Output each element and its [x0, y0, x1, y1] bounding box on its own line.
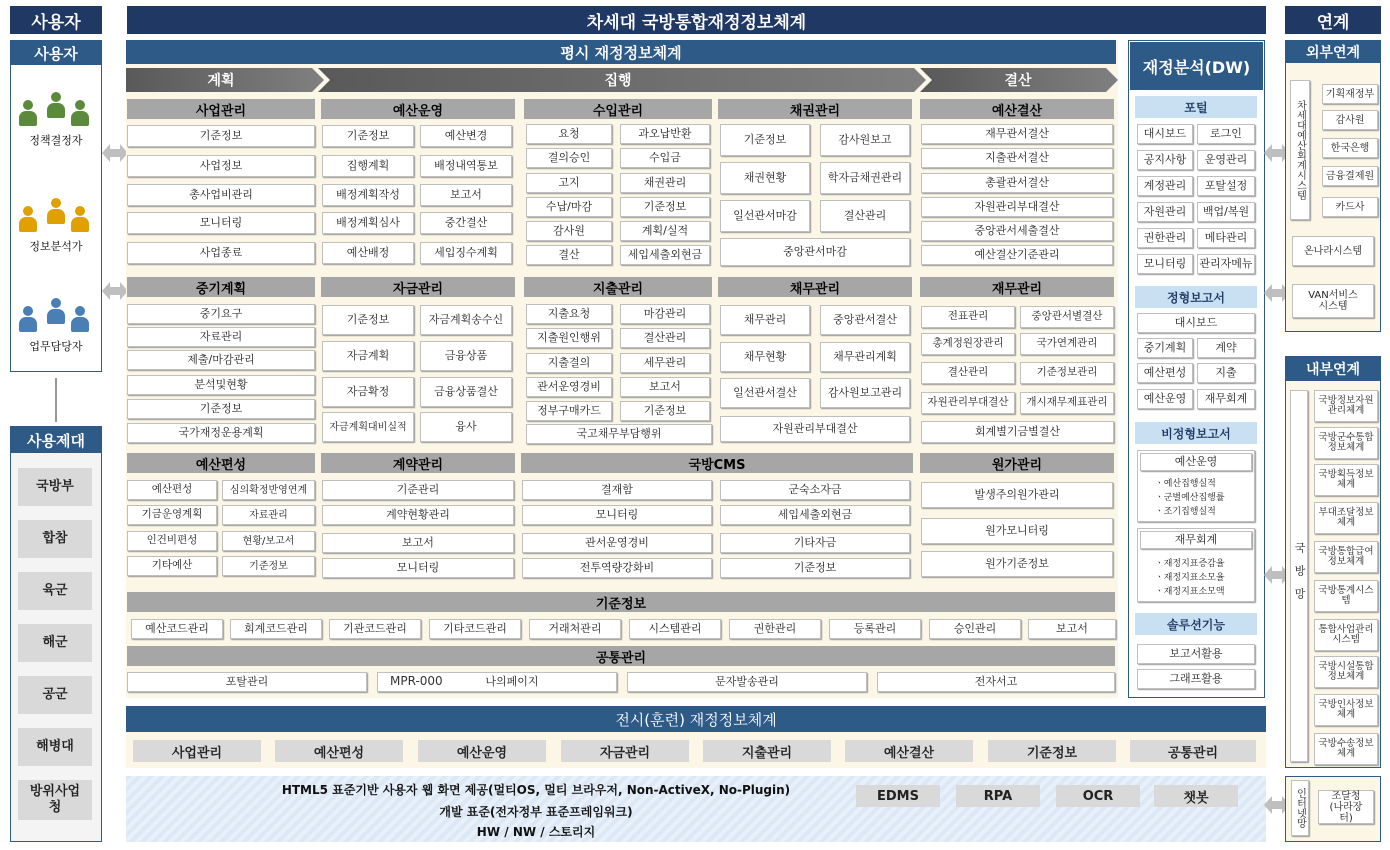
infra-line-2: HW / NW / 스토리지: [476, 825, 596, 839]
dw-portal-item[interactable]: 계정관리: [1137, 176, 1193, 196]
wartime-title: 전시(훈련) 재정정보체계: [126, 706, 1266, 732]
module-item[interactable]: 현황/보고서: [222, 531, 315, 551]
business-mgmt-header: 사업관리: [127, 99, 315, 119]
external-system: 차세대예산회계시스템: [1290, 80, 1310, 220]
module-item[interactable]: 배정계획작성: [322, 184, 414, 206]
module-item[interactable]: 배정계획심사: [322, 212, 414, 234]
module-item[interactable]: 감사원: [526, 221, 612, 241]
org-item[interactable]: 육군: [18, 572, 92, 610]
module-item[interactable]: 등록관리: [829, 619, 921, 639]
external-item[interactable]: 한국은행: [1322, 138, 1378, 158]
module-item[interactable]: 국고채무부담행위: [526, 424, 712, 444]
person-icon: [70, 306, 90, 332]
dw-portal-title: 포털: [1135, 96, 1257, 118]
tool-item[interactable]: 챗봇: [1154, 785, 1238, 807]
revenue-mgmt-header: 수입관리: [524, 99, 712, 119]
infra-line-1: 개발 표준(전자정부 표준프레임워크): [439, 805, 633, 819]
module-item[interactable]: 문자발송관리: [627, 672, 867, 692]
wartime-item[interactable]: 지출관리: [703, 740, 831, 762]
module-item[interactable]: 인건비편성: [127, 531, 217, 551]
module-item[interactable]: 원가기준정보: [921, 551, 1113, 577]
basic-info-header: 기준정보: [127, 592, 1115, 612]
phase-exec: 집행: [604, 73, 632, 89]
role-label-0: 정책결정자: [29, 134, 83, 147]
dw-structured-item[interactable]: 대시보드: [1137, 313, 1255, 333]
debt-mgmt-header: 채무관리: [718, 277, 912, 297]
wartime-item[interactable]: 공통관리: [1130, 740, 1256, 762]
module-item[interactable]: 기준정보: [322, 305, 414, 335]
dw-budget-op-line: ㆍ군별예산집행률: [1155, 493, 1225, 503]
module-item[interactable]: 모니터링: [322, 558, 514, 578]
module-item[interactable]: 모니터링: [127, 212, 315, 234]
person-icon: [46, 198, 66, 224]
org-item[interactable]: 해군: [18, 624, 92, 662]
internal-item[interactable]: 국방수송정보체계: [1314, 733, 1378, 765]
dw-portal-item[interactable]: 메타관리: [1197, 228, 1255, 248]
module-item[interactable]: 기준관리: [322, 480, 514, 500]
module-item[interactable]: 자료관리: [127, 327, 315, 347]
module-item[interactable]: 학자금채권관리: [820, 162, 910, 194]
module-item[interactable]: 감사원보고관리: [820, 378, 910, 408]
module-item[interactable]: 자료관리: [222, 505, 315, 525]
module-item[interactable]: 기준정보: [720, 558, 910, 578]
external-item[interactable]: 카드사: [1322, 197, 1378, 217]
role-label-1: 정보분석가: [29, 240, 83, 253]
dw-structured-item[interactable]: 재무회계: [1197, 389, 1255, 409]
internal-title: 내부연계: [1286, 357, 1380, 381]
module-item[interactable]: 채무현황: [720, 342, 810, 372]
module-item[interactable]: 세무관리: [620, 353, 710, 373]
internal-item[interactable]: 부대조달정보체계: [1314, 502, 1378, 534]
module-item[interactable]: 보고서: [620, 377, 710, 397]
expense-mgmt-header: 지출관리: [524, 277, 712, 297]
page-title: 차세대 국방통합재정정보체계: [127, 6, 1266, 34]
module-item[interactable]: 결산관리: [620, 328, 710, 348]
onnara-system: 온나라시스템: [1292, 236, 1374, 266]
module-item[interactable]: 기타자금: [720, 533, 910, 553]
module-item[interactable]: 기금운영계획: [127, 505, 217, 525]
module-item[interactable]: 결의승인: [526, 148, 612, 168]
module-item[interactable]: 금융상품결산: [420, 377, 512, 407]
module-item[interactable]: 전투역량강화비: [522, 558, 712, 578]
module-item[interactable]: 자금확정: [322, 377, 414, 407]
module-item[interactable]: 자금계획송수신: [420, 305, 512, 335]
module-item[interactable]: 결재함: [522, 480, 712, 500]
phase-close: 결산: [1004, 73, 1032, 89]
module-item[interactable]: 제출/마감관리: [127, 350, 315, 370]
van-system: VAN서비스 시스템: [1292, 284, 1374, 318]
module-item[interactable]: 승인관리: [929, 619, 1021, 639]
module-item[interactable]: 나의페이지: [377, 672, 617, 692]
module-item[interactable]: 회계별기금별결산: [921, 421, 1114, 443]
internal-item[interactable]: 통합사업관리시스템: [1314, 619, 1378, 651]
module-item[interactable]: 요청: [526, 124, 612, 144]
module-item[interactable]: 전표관리: [921, 306, 1015, 328]
user-box-title: 사용자: [11, 41, 101, 65]
module-item[interactable]: 기준정보: [620, 401, 710, 421]
dw-solution-item[interactable]: 보고서활용: [1137, 644, 1255, 664]
defense-cms-header: 국방CMS: [521, 453, 913, 473]
module-item[interactable]: 포탈관리: [127, 672, 367, 692]
dw-structured-item[interactable]: 계약: [1197, 338, 1255, 358]
module-item[interactable]: 보고서: [420, 184, 512, 206]
person-icon: [70, 206, 90, 232]
module-item[interactable]: 예산코드관리: [131, 619, 223, 639]
midterm-plan-header: 중기계획: [127, 277, 315, 297]
module-item[interactable]: 중앙관서별결산: [1020, 306, 1114, 328]
dw-structured-item[interactable]: 지출: [1197, 363, 1255, 383]
internal-item[interactable]: 국방시설통합정보체계: [1314, 656, 1378, 688]
module-item[interactable]: 세입세출외현금: [720, 505, 910, 525]
dw-solution-title: 솔루션기능: [1135, 613, 1257, 635]
person-icon: [46, 298, 66, 324]
module-item[interactable]: 자원관리부대결산: [720, 416, 910, 442]
module-item[interactable]: 중앙관서마감: [720, 238, 910, 266]
module-item[interactable]: 결산관리: [921, 362, 1015, 384]
module-item[interactable]: 총사업비관리: [127, 184, 315, 206]
module-item[interactable]: 결산: [526, 245, 612, 265]
dw-fin-acct-line: ㆍ재정지표소모액: [1155, 587, 1225, 597]
dw-budget-op-line: ㆍ조기집행실적: [1155, 507, 1216, 517]
module-item[interactable]: 지출결의: [526, 353, 612, 373]
module-item[interactable]: 기준정보: [222, 556, 315, 576]
dw-solution-item[interactable]: 그래프활용: [1137, 669, 1255, 689]
module-item[interactable]: 기준정보: [620, 197, 710, 217]
org-item[interactable]: 해병대: [18, 728, 92, 766]
module-item[interactable]: 사업정보: [127, 155, 315, 177]
module-item[interactable]: 세입징수계획: [420, 242, 512, 264]
module-item[interactable]: 수납/마감: [526, 197, 612, 217]
module-item[interactable]: 고지: [526, 173, 612, 193]
phase-plan: 계획: [207, 73, 235, 89]
module-item[interactable]: 기타예산: [127, 556, 217, 576]
module-item[interactable]: 회계코드관리: [230, 619, 322, 639]
bond-mgmt-header: 채권관리: [718, 99, 912, 119]
module-item[interactable]: 발생주의원가관리: [921, 482, 1113, 508]
module-item[interactable]: 채권현황: [720, 162, 810, 194]
dw-budget-op-title[interactable]: 예산운영: [1140, 453, 1252, 471]
module-item[interactable]: 정부구매카드: [526, 401, 612, 421]
mpr-label: MPR-000: [390, 674, 443, 688]
dw-portal-item[interactable]: 포탈설정: [1197, 176, 1255, 196]
dw-portal-item[interactable]: 공지사항: [1137, 150, 1193, 170]
module-item[interactable]: 중간결산: [420, 212, 512, 234]
fund-mgmt-header: 자금관리: [321, 277, 515, 297]
module-item[interactable]: 기관코드관리: [329, 619, 421, 639]
person-icon: [18, 100, 38, 126]
module-item[interactable]: 기준정보: [127, 399, 315, 419]
module-item[interactable]: 채무관리계획: [820, 342, 910, 372]
budget-close-header: 예산결산: [920, 99, 1114, 119]
person-icon: [70, 100, 90, 126]
internal-item[interactable]: 국방군수통합정보체계: [1314, 427, 1378, 459]
module-item[interactable]: 지출원인행위: [526, 328, 612, 348]
budget-form-header: 예산편성: [127, 453, 315, 473]
module-item[interactable]: 예산배정: [322, 242, 414, 264]
person-icon: [46, 92, 66, 118]
wartime-item[interactable]: 사업관리: [133, 740, 261, 762]
dw-structured-item[interactable]: 중기계획: [1137, 338, 1193, 358]
dw-budget-op-line: ㆍ예산집행실적: [1155, 479, 1216, 489]
cost-mgmt-header: 원가관리: [920, 453, 1114, 473]
dw-portal-item[interactable]: 백업/복원: [1197, 202, 1255, 222]
dw-portal-item[interactable]: 자원관리: [1137, 202, 1193, 222]
dw-fin-acct-line: ㆍ재정지표소모율: [1155, 573, 1225, 583]
role-label-2: 업무담당자: [29, 340, 83, 353]
module-item[interactable]: 보고서: [1028, 619, 1116, 639]
module-item[interactable]: 총괄관서결산: [921, 173, 1113, 193]
external-item[interactable]: 기획재정부: [1322, 84, 1378, 104]
finance-mgmt-header: 재무관리: [920, 277, 1114, 297]
dw-portal-item[interactable]: 모니터링: [1137, 254, 1193, 274]
module-item[interactable]: 기타코드관리: [429, 619, 521, 639]
dw-portal-item[interactable]: 대시보드: [1137, 124, 1193, 144]
defense-network: 국방망: [1290, 390, 1308, 762]
org-item[interactable]: 합참: [18, 520, 92, 558]
internal-item[interactable]: 국방인사정보체계: [1314, 694, 1378, 726]
internal-item[interactable]: 국방통계시스템: [1314, 580, 1378, 612]
common-mgmt-header: 공통관리: [127, 646, 1115, 666]
wartime-item[interactable]: 예산운영: [418, 740, 546, 762]
module-item[interactable]: 권한관리: [729, 619, 821, 639]
module-item[interactable]: 분석및현황: [127, 375, 315, 395]
module-item[interactable]: 예산변경: [420, 125, 512, 147]
budget-op-header: 예산운영: [321, 99, 515, 119]
module-item[interactable]: 자금계획: [322, 341, 414, 371]
tool-item[interactable]: OCR: [1056, 785, 1140, 807]
dw-portal-item[interactable]: 관리자메뉴: [1197, 254, 1255, 274]
module-item[interactable]: 재무관서결산: [921, 124, 1113, 144]
wartime-item[interactable]: 자금관리: [561, 740, 689, 762]
module-item[interactable]: 지출관서결산: [921, 148, 1113, 168]
module-item[interactable]: 기준정보: [322, 125, 414, 147]
module-item[interactable]: 수입금: [620, 148, 710, 168]
module-item[interactable]: 자원관리부대결산: [921, 197, 1113, 217]
module-item[interactable]: 국가연계관리: [1020, 333, 1114, 355]
org-item[interactable]: 국방부: [18, 468, 92, 506]
dw-portal-item[interactable]: 권한관리: [1137, 228, 1193, 248]
dw-fin-acct-line: ㆍ재정지표증감율: [1155, 559, 1225, 569]
module-item[interactable]: 융사: [420, 412, 512, 442]
person-icon: [18, 306, 38, 332]
module-item[interactable]: 계획/실적: [620, 221, 710, 241]
dw-portal-item[interactable]: 로그인: [1197, 124, 1255, 144]
org-item[interactable]: 방위사업청: [18, 780, 92, 820]
procurement-system: 조달청(나라장터): [1318, 790, 1374, 824]
module-item[interactable]: 지출요청: [526, 304, 612, 324]
dw-title: 재정분석(DW): [1130, 42, 1263, 90]
internet-network: 인터넷망: [1291, 780, 1309, 836]
internal-item[interactable]: 국방획득정보체계: [1314, 464, 1378, 496]
peacetime-title: 평시 재정정보체계: [126, 40, 1116, 64]
module-item[interactable]: 기준정보: [127, 125, 315, 147]
double-arrow-icon: [102, 144, 128, 162]
module-item[interactable]: 시스템관리: [629, 619, 721, 639]
module-item[interactable]: 중기요구: [127, 304, 315, 324]
module-item[interactable]: 기준정보: [720, 124, 810, 156]
module-item[interactable]: 개시재무제표관리: [1020, 392, 1114, 414]
module-item[interactable]: 관서운영경비: [522, 533, 712, 553]
module-item[interactable]: 마감관리: [620, 304, 710, 324]
module-item[interactable]: 총계정원장관리: [921, 333, 1015, 355]
module-item[interactable]: 중앙관서세출결산: [921, 221, 1113, 241]
link-header: 연계: [1285, 6, 1381, 34]
vertical-connector: [55, 378, 57, 422]
module-item[interactable]: 채권관리: [620, 173, 710, 193]
module-item[interactable]: 예산결산기준관리: [921, 245, 1113, 265]
dw-portal-item[interactable]: 운영관리: [1197, 150, 1255, 170]
external-title: 외부연계: [1286, 41, 1380, 63]
module-item[interactable]: 자금계획대비실적: [322, 412, 414, 442]
user-header: 사용자: [10, 6, 102, 34]
module-item[interactable]: 예산편성: [127, 480, 217, 500]
module-item[interactable]: 집행계획: [322, 155, 414, 177]
module-item[interactable]: 일선관서마감: [720, 200, 810, 232]
internal-item[interactable]: 국방통합급여정보체계: [1314, 541, 1378, 573]
module-item[interactable]: 채무관리: [720, 305, 810, 335]
dw-structured-title: 정형보고서: [1135, 286, 1257, 308]
module-item[interactable]: 기준정보관리: [1020, 362, 1114, 384]
module-item[interactable]: 계약현황관리: [322, 505, 514, 525]
module-item[interactable]: 군숙소자금: [720, 480, 910, 500]
module-item[interactable]: 일선관서결산: [720, 378, 810, 408]
internal-item[interactable]: 국방정보자원관리체계: [1314, 390, 1378, 422]
person-icon: [18, 206, 38, 232]
module-item[interactable]: 관서운영경비: [526, 377, 612, 397]
contract-mgmt-header: 계약관리: [321, 453, 515, 473]
org-item[interactable]: 공군: [18, 676, 92, 714]
org-title: 사용제대: [11, 427, 101, 453]
tool-item[interactable]: RPA: [956, 785, 1040, 807]
module-item[interactable]: 보고서: [322, 533, 514, 553]
module-item[interactable]: 과오납반환: [620, 124, 710, 144]
tool-item[interactable]: EDMS: [856, 785, 940, 807]
wartime-item[interactable]: 기준정보: [988, 740, 1116, 762]
dw-unstructured-title: 비정형보고서: [1135, 422, 1257, 444]
dw-structured-item[interactable]: 예산편성: [1137, 363, 1193, 383]
wartime-item[interactable]: 예산결산: [845, 740, 973, 762]
wartime-item[interactable]: 예산편성: [275, 740, 403, 762]
module-item[interactable]: 배정내역통보: [420, 155, 512, 177]
module-item[interactable]: 중앙관서결산: [820, 305, 910, 335]
module-item[interactable]: 결산관리: [820, 200, 910, 232]
module-item[interactable]: 심의확정반영연계: [222, 480, 315, 500]
module-item[interactable]: 전자서고: [877, 672, 1115, 692]
infra-line-0: HTML5 표준기반 사용자 웹 화면 제공(멀티OS, 멀티 브라우저, Non-ActiveX, No-Plugin): [281, 783, 791, 797]
dw-structured-item[interactable]: 예산운영: [1137, 389, 1193, 409]
dw-fin-acct-title[interactable]: 재무회계: [1140, 531, 1252, 549]
external-item[interactable]: 감사원: [1322, 110, 1378, 130]
module-item[interactable]: 감사원보고: [820, 124, 910, 156]
module-item[interactable]: 국가재정운용계획: [127, 423, 315, 443]
module-item[interactable]: 자원관리부대결산: [921, 392, 1015, 414]
module-item[interactable]: 금융상품: [420, 341, 512, 371]
module-item[interactable]: 거래처관리: [529, 619, 621, 639]
module-item[interactable]: 사업종료: [127, 242, 315, 264]
module-item[interactable]: 세입세출외현금: [620, 245, 710, 265]
external-item[interactable]: 금융결제원: [1322, 166, 1378, 186]
module-item[interactable]: 원가모니터링: [921, 518, 1113, 544]
double-arrow-icon: [102, 282, 128, 300]
module-item[interactable]: 모니터링: [522, 505, 712, 525]
